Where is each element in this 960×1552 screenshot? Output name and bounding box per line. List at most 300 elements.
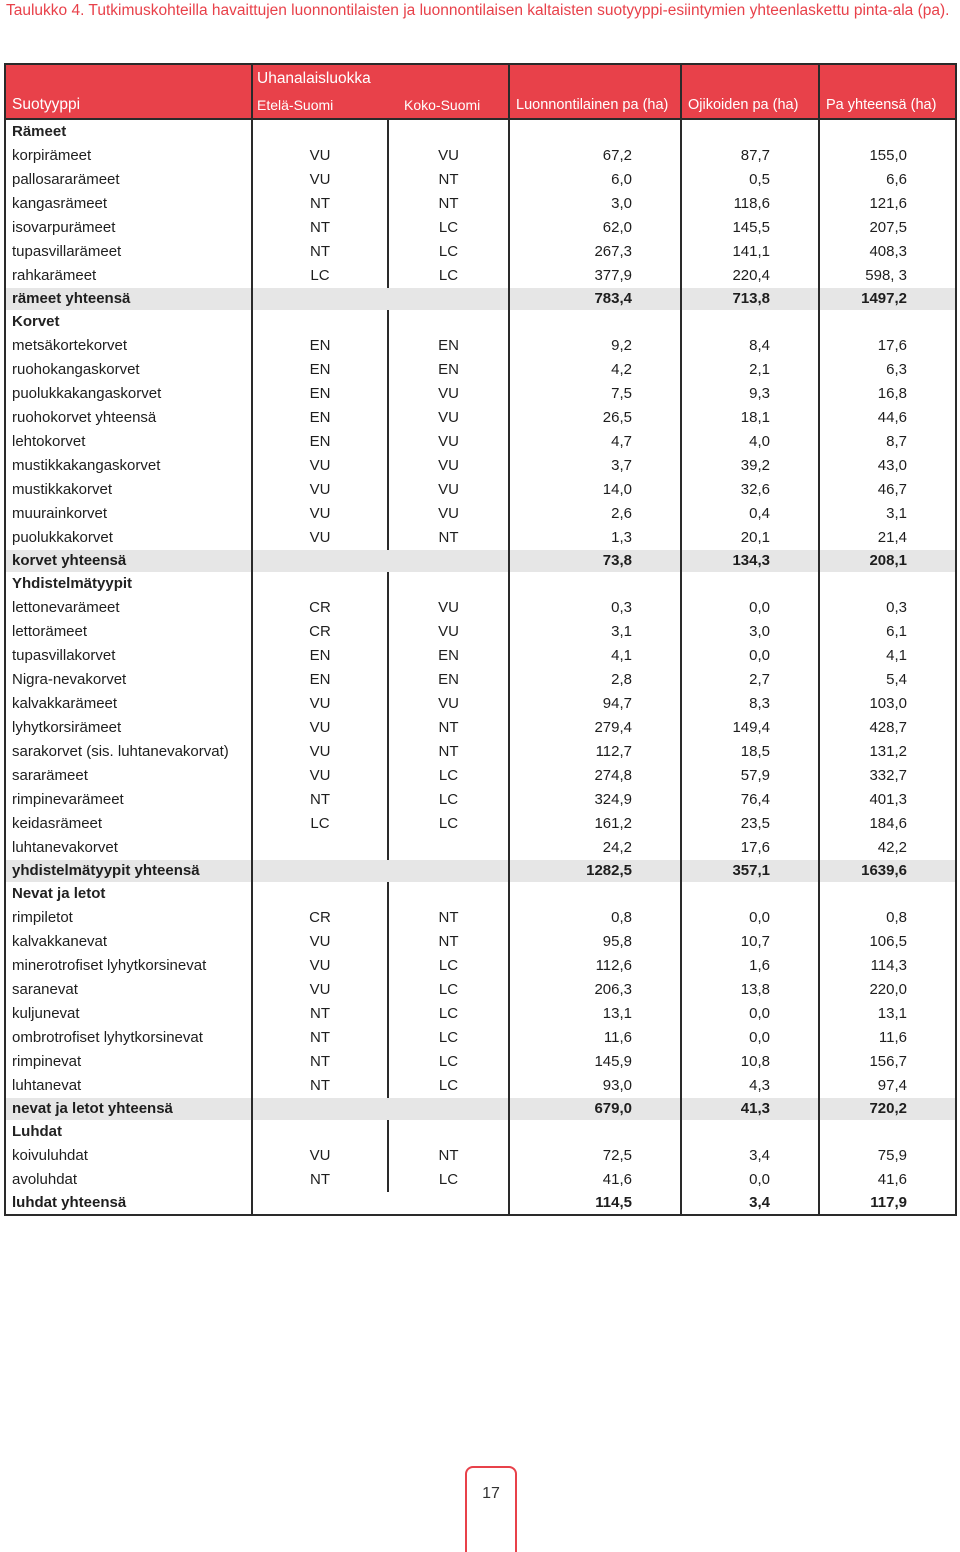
group-title-spacer (253, 310, 387, 334)
etela-suomi-class: VU (309, 147, 331, 164)
column-ojikoiden-value (681, 882, 819, 1098)
yhteensa-value: 97,4 (877, 1077, 907, 1094)
habitat-type: ruohokangaskorvet (12, 361, 140, 378)
koko-suomi-class: LC (438, 243, 459, 260)
header-blank (681, 64, 819, 92)
column-habitat-type (5, 310, 252, 550)
koko-suomi-class: LC (438, 767, 459, 784)
etela-suomi-class: VU (309, 529, 331, 546)
koko-suomi-class: NT (438, 195, 459, 212)
ojikoiden-value: 0,0 (749, 599, 770, 616)
yhteensa-value: 0,3 (886, 599, 907, 616)
koko-suomi-class: NT (438, 529, 459, 546)
ojikoiden-value: 13,8 (740, 981, 770, 998)
total-empty-cell (388, 1192, 509, 1215)
koko-suomi-class: VU (438, 457, 459, 474)
column-yhteensa-value (819, 119, 956, 288)
column-ojikoiden-value (681, 1120, 819, 1192)
etela-suomi-class: VU (309, 743, 331, 760)
yhteensa-value: 44,6 (877, 409, 907, 426)
ojikoiden-value: 8,3 (749, 695, 770, 712)
habitat-type: saranevat (12, 981, 78, 998)
koko-suomi-class: NT (438, 909, 459, 926)
yhteensa-value: 121,6 (869, 195, 907, 212)
total-empty-cell (388, 1098, 509, 1120)
etela-suomi-class: EN (309, 337, 331, 354)
group-title-spacer (820, 882, 955, 906)
ojikoiden-value: 23,5 (740, 815, 770, 832)
total-luonnontilainen-value: 114,5 (509, 1192, 681, 1215)
yhteensa-value: 114,3 (870, 957, 907, 974)
koko-suomi-class: VU (438, 385, 459, 402)
group-block (5, 882, 956, 1098)
table-caption: Taulukko 4. Tutkimuskohteilla havaittujen luonnontilaisten ja luonnontilaisen kaltaisten suotyyppi-esiintymien yhteenlaskettu pinta-ala (pa). (6, 2, 950, 19)
yhteensa-value: 6,6 (886, 171, 907, 188)
etela-suomi-class: VU (309, 767, 331, 784)
luonnontilainen-value: 145,9 (594, 1053, 632, 1070)
column-ojikoiden-value (681, 572, 819, 860)
group-title-spacer (510, 882, 680, 906)
group-total-row (5, 550, 956, 572)
yhteensa-value: 41,6 (877, 1171, 907, 1188)
group-title-spacer (820, 572, 955, 596)
group-title-spacer (389, 572, 508, 596)
luonnontilainen-value: 274,8 (594, 767, 632, 784)
luonnontilainen-value: 1,3 (611, 529, 632, 546)
group-title-spacer (389, 310, 508, 334)
koko-suomi-class: LC (438, 219, 459, 236)
total-ojikoiden-value: 713,8 (681, 288, 819, 310)
etela-suomi-class: LC (310, 267, 330, 284)
ojikoiden-value: 57,9 (740, 767, 770, 784)
group-total-row (5, 1098, 956, 1120)
ojikoiden-value: 0,0 (749, 909, 770, 926)
luonnontilainen-value: 377,9 (594, 267, 632, 284)
luonnontilainen-value: 24,2 (602, 839, 632, 856)
ojikoiden-value: 0,0 (749, 1005, 770, 1022)
etela-suomi-class: CR (309, 599, 331, 616)
yhteensa-value: 184,6 (869, 815, 907, 832)
koko-suomi-class: NT (438, 933, 459, 950)
koko-suomi-class: VU (438, 623, 459, 640)
column-yhteensa-value (819, 572, 956, 860)
koko-suomi-class (389, 836, 508, 860)
etela-suomi-class: NT (310, 1005, 330, 1022)
group-title-spacer (820, 120, 955, 144)
ojikoiden-value: 76,4 (740, 791, 770, 808)
habitat-type: lettorämeet (12, 623, 88, 640)
luonnontilainen-value: 14,0 (602, 481, 632, 498)
ojikoiden-value: 20,1 (740, 529, 770, 546)
yhteensa-value: 8,7 (886, 433, 907, 450)
column-koko-suomi-class (388, 1120, 509, 1192)
ojikoiden-value: 0,0 (749, 647, 770, 664)
koko-suomi-class: VU (438, 599, 459, 616)
column-yhteensa-value (819, 882, 956, 1098)
column-luonnontilainen-value (509, 1120, 681, 1192)
column-habitat-type (5, 119, 252, 288)
habitat-type: rimpiletot (12, 909, 73, 926)
koko-suomi-class: NT (438, 743, 459, 760)
koko-suomi-class: LC (438, 791, 459, 808)
habitat-type: kangasrämeet (12, 195, 108, 212)
group-title-spacer (253, 572, 387, 596)
luonnontilainen-value: 3,7 (611, 457, 632, 474)
header-luonnontilainen: Luonnontilainen pa (ha) (509, 92, 681, 119)
column-etela-suomi-class (252, 1120, 388, 1192)
column-koko-suomi-class (388, 572, 509, 860)
luonnontilainen-value: 2,8 (611, 671, 632, 688)
koko-suomi-class: NT (438, 1147, 459, 1164)
group-title-spacer (510, 120, 680, 144)
ojikoiden-value: 8,4 (749, 337, 770, 354)
etela-suomi-class: EN (309, 671, 331, 688)
yhteensa-value: 46,7 (877, 481, 907, 498)
luonnontilainen-value: 3,0 (611, 195, 632, 212)
ojikoiden-value: 18,5 (740, 743, 770, 760)
yhteensa-value: 155,0 (869, 147, 907, 164)
total-empty-cell (252, 860, 388, 882)
habitat-type: Nigra-nevakorvet (12, 671, 127, 688)
luonnontilainen-value: 112,7 (595, 743, 632, 760)
header-yhteensa: Pa yhteensä (ha) (819, 92, 956, 119)
etela-suomi-class: VU (309, 505, 331, 522)
yhteensa-value: 17,6 (877, 337, 907, 354)
etela-suomi-class: VU (309, 719, 331, 736)
ojikoiden-value: 145,5 (732, 219, 770, 236)
habitat-type: korpirämeet (12, 147, 92, 164)
yhteensa-value: 207,5 (869, 219, 907, 236)
ojikoiden-value: 0,0 (749, 1171, 770, 1188)
etela-suomi-class: CR (309, 909, 331, 926)
koko-suomi-class: LC (438, 957, 459, 974)
koko-suomi-class: VU (438, 481, 459, 498)
koko-suomi-class: LC (438, 1029, 459, 1046)
total-habitat-type: yhdistelmätyypit yhteensä (5, 860, 252, 882)
group-title: Rämeet (12, 123, 67, 140)
habitat-area-table (4, 63, 957, 1216)
group-title-spacer (820, 310, 955, 334)
luonnontilainen-value: 94,7 (602, 695, 632, 712)
ojikoiden-value: 118,6 (733, 195, 770, 212)
yhteensa-value: 598, 3 (865, 267, 907, 284)
habitat-type: kalvakkarämeet (12, 695, 118, 712)
header-suotyyppi: Suotyyppi (5, 92, 252, 119)
etela-suomi-class: NT (310, 1053, 330, 1070)
ojikoiden-value: 4,0 (749, 433, 770, 450)
group-title-spacer (682, 310, 818, 334)
group-block (5, 1120, 956, 1192)
koko-suomi-class: VU (438, 409, 459, 426)
page-number: 17 (465, 1466, 517, 1552)
etela-suomi-class: VU (309, 171, 331, 188)
etela-suomi-class: VU (309, 457, 331, 474)
column-etela-suomi-class (252, 882, 388, 1098)
ojikoiden-value: 18,1 (740, 409, 770, 426)
group-title-spacer (510, 310, 680, 334)
ojikoiden-value: 87,7 (740, 147, 770, 164)
habitat-type: rimpinevat (12, 1053, 82, 1070)
ojikoiden-value: 3,0 (749, 623, 770, 640)
group-title-spacer (510, 1120, 680, 1144)
luonnontilainen-value: 3,1 (611, 623, 632, 640)
habitat-type: keidasrämeet (12, 815, 103, 832)
header-blank (819, 64, 956, 92)
habitat-type: avoluhdat (12, 1171, 78, 1188)
total-ojikoiden-value: 134,3 (681, 550, 819, 572)
total-luonnontilainen-value: 783,4 (509, 288, 681, 310)
luonnontilainen-value: 93,0 (602, 1077, 632, 1094)
total-empty-cell (388, 288, 509, 310)
koko-suomi-class: EN (438, 361, 459, 378)
etela-suomi-class: EN (309, 433, 331, 450)
column-luonnontilainen-value (509, 310, 681, 550)
group-title-spacer (389, 882, 508, 906)
yhteensa-value: 42,2 (877, 839, 907, 856)
luonnontilainen-value: 26,5 (602, 409, 632, 426)
column-habitat-type (5, 882, 252, 1098)
yhteensa-value: 75,9 (877, 1147, 907, 1164)
etela-suomi-class: EN (309, 385, 331, 402)
etela-suomi-class: EN (309, 361, 331, 378)
yhteensa-value: 401,3 (869, 791, 907, 808)
ojikoiden-value: 220,4 (732, 267, 770, 284)
etela-suomi-class (253, 836, 387, 860)
column-habitat-type (5, 572, 252, 860)
group-title-spacer (253, 1120, 387, 1144)
column-ojikoiden-value (681, 119, 819, 288)
yhteensa-value: 3,1 (886, 505, 907, 522)
ojikoiden-value: 0,4 (749, 505, 770, 522)
column-koko-suomi-class (388, 310, 509, 550)
etela-suomi-class: NT (310, 1077, 330, 1094)
habitat-type: isovarpurämeet (12, 219, 116, 236)
yhteensa-value: 106,5 (869, 933, 907, 950)
habitat-type: koivuluhdat (12, 1147, 88, 1164)
luonnontilainen-value: 7,5 (611, 385, 632, 402)
luonnontilainen-value: 161,2 (594, 815, 632, 832)
group-title: Nevat ja letot (12, 885, 106, 902)
luonnontilainen-value: 13,1 (602, 1005, 632, 1022)
habitat-type: luhtanevat (12, 1077, 82, 1094)
koko-suomi-class: LC (438, 1171, 459, 1188)
group-title: Korvet (12, 313, 60, 330)
koko-suomi-class: NT (438, 719, 459, 736)
habitat-type: lettonevarämeet (12, 599, 120, 616)
ojikoiden-value: 4,3 (749, 1077, 770, 1094)
luonnontilainen-value: 62,0 (602, 219, 632, 236)
column-luonnontilainen-value (509, 119, 681, 288)
group-title-spacer (253, 120, 387, 144)
etela-suomi-class: VU (309, 981, 331, 998)
yhteensa-value: 5,4 (886, 671, 907, 688)
column-etela-suomi-class (252, 310, 388, 550)
yhteensa-value: 0,8 (886, 909, 907, 926)
luonnontilainen-value: 4,1 (611, 647, 632, 664)
habitat-type: lyhytkorsirämeet (12, 719, 122, 736)
total-luonnontilainen-value: 1282,5 (509, 860, 681, 882)
luonnontilainen-value: 0,8 (611, 909, 632, 926)
ojikoiden-value: 9,3 (749, 385, 770, 402)
yhteensa-value: 408,3 (869, 243, 907, 260)
yhteensa-value: 428,7 (869, 719, 907, 736)
total-empty-cell (388, 550, 509, 572)
yhteensa-value: 11,6 (878, 1029, 907, 1046)
column-koko-suomi-class (388, 119, 509, 288)
luonnontilainen-value: 0,3 (611, 599, 632, 616)
luonnontilainen-value: 4,7 (611, 433, 632, 450)
total-empty-cell (252, 288, 388, 310)
ojikoiden-value: 141,1 (732, 243, 770, 260)
koko-suomi-class: EN (438, 647, 459, 664)
luonnontilainen-value: 11,6 (603, 1029, 632, 1046)
group-title-spacer (389, 120, 508, 144)
habitat-type: rahkarämeet (12, 267, 97, 284)
yhteensa-value: 16,8 (877, 385, 907, 402)
luonnontilainen-value: 67,2 (602, 147, 632, 164)
etela-suomi-class: VU (309, 695, 331, 712)
header-blank (5, 64, 252, 92)
group-title-spacer (682, 120, 818, 144)
luonnontilainen-value: 2,6 (611, 505, 632, 522)
ojikoiden-value: 32,6 (740, 481, 770, 498)
etela-suomi-class: NT (310, 219, 330, 236)
total-empty-cell (252, 1192, 388, 1215)
luonnontilainen-value: 112,6 (595, 957, 632, 974)
group-title-spacer (253, 882, 387, 906)
habitat-type: rimpinevarämeet (12, 791, 124, 808)
habitat-type: tupasvillakorvet (12, 647, 116, 664)
etela-suomi-class: EN (309, 647, 331, 664)
group-title-spacer (389, 1120, 508, 1144)
ojikoiden-value: 3,4 (749, 1147, 770, 1164)
habitat-type: lehtokorvet (12, 433, 86, 450)
column-habitat-type (5, 1120, 252, 1192)
ojikoiden-value: 0,5 (749, 171, 770, 188)
header-blank (509, 64, 681, 92)
ojikoiden-value: 10,8 (740, 1053, 770, 1070)
etela-suomi-class: NT (310, 243, 330, 260)
koko-suomi-class: LC (438, 981, 459, 998)
yhteensa-value: 4,1 (886, 647, 907, 664)
yhteensa-value: 13,1 (877, 1005, 907, 1022)
group-title-spacer (682, 882, 818, 906)
total-habitat-type: rämeet yhteensä (5, 288, 252, 310)
total-habitat-type: nevat ja letot yhteensä (5, 1098, 252, 1120)
total-empty-cell (388, 860, 509, 882)
total-yhteensa-value: 208,1 (819, 550, 956, 572)
etela-suomi-class: NT (310, 1171, 330, 1188)
group-title-spacer (682, 1120, 818, 1144)
column-etela-suomi-class (252, 572, 388, 860)
habitat-type: puolukkakorvet (12, 529, 113, 546)
group-title: Yhdistelmätyypit (12, 575, 133, 592)
habitat-type: tupasvillarämeet (12, 243, 122, 260)
total-luonnontilainen-value: 679,0 (509, 1098, 681, 1120)
total-empty-cell (252, 1098, 388, 1120)
total-ojikoiden-value: 3,4 (681, 1192, 819, 1215)
total-empty-cell (252, 550, 388, 572)
koko-suomi-class: LC (438, 1077, 459, 1094)
koko-suomi-class: VU (438, 433, 459, 450)
koko-suomi-class: NT (438, 171, 459, 188)
luonnontilainen-value: 6,0 (611, 171, 632, 188)
header-uhanalaisluokka: Uhanalaisluokka (252, 64, 509, 92)
habitat-type: muurainkorvet (12, 505, 108, 522)
column-yhteensa-value (819, 1120, 956, 1192)
yhteensa-value: 6,1 (886, 623, 907, 640)
total-yhteensa-value: 117,9 (819, 1192, 956, 1215)
habitat-type: kuljunevat (12, 1005, 80, 1022)
habitat-type: ombrotrofiset lyhytkorsinevat (12, 1029, 203, 1046)
habitat-type: sararämeet (12, 767, 88, 784)
ojikoiden-value: 2,1 (749, 361, 770, 378)
column-yhteensa-value (819, 310, 956, 550)
total-yhteensa-value: 1639,6 (819, 860, 956, 882)
ojikoiden-value: 0,0 (749, 1029, 770, 1046)
luonnontilainen-value: 95,8 (602, 933, 632, 950)
column-etela-suomi-class (252, 119, 388, 288)
group-title-spacer (682, 572, 818, 596)
yhteensa-value: 6,3 (886, 361, 907, 378)
koko-suomi-class: VU (438, 505, 459, 522)
koko-suomi-class: LC (438, 1005, 459, 1022)
etela-suomi-class: VU (309, 481, 331, 498)
header-ojikoiden: Ojikoiden pa (ha) (681, 92, 819, 119)
ojikoiden-value: 2,7 (749, 671, 770, 688)
etela-suomi-class: NT (310, 195, 330, 212)
luonnontilainen-value: 72,5 (602, 1147, 632, 1164)
total-habitat-type: luhdat yhteensä (5, 1192, 252, 1215)
column-ojikoiden-value (681, 310, 819, 550)
habitat-type: kalvakkanevat (12, 933, 108, 950)
group-title-spacer (510, 572, 680, 596)
luonnontilainen-value: 4,2 (611, 361, 632, 378)
luonnontilainen-value: 267,3 (594, 243, 632, 260)
yhteensa-value: 220,0 (869, 981, 907, 998)
koko-suomi-class: EN (438, 337, 459, 354)
koko-suomi-class: VU (438, 147, 459, 164)
etela-suomi-class: NT (310, 791, 330, 808)
habitat-type: puolukkakangaskorvet (12, 385, 162, 402)
group-total-row (5, 860, 956, 882)
column-luonnontilainen-value (509, 572, 681, 860)
header-etela-suomi: Etelä-Suomi (252, 92, 388, 119)
etela-suomi-class: EN (309, 409, 331, 426)
group-block (5, 310, 956, 550)
yhteensa-value: 103,0 (869, 695, 907, 712)
ojikoiden-value: 39,2 (740, 457, 770, 474)
column-luonnontilainen-value (509, 882, 681, 1098)
etela-suomi-class: VU (309, 933, 331, 950)
habitat-type: metsäkortekorvet (12, 337, 128, 354)
luonnontilainen-value: 324,9 (594, 791, 632, 808)
group-total-row (5, 1192, 956, 1215)
koko-suomi-class: LC (438, 267, 459, 284)
group-total-row (5, 288, 956, 310)
luonnontilainen-value: 9,2 (611, 337, 632, 354)
koko-suomi-class: VU (438, 695, 459, 712)
etela-suomi-class: VU (309, 957, 331, 974)
luonnontilainen-value: 41,6 (602, 1171, 632, 1188)
group-title: Luhdat (12, 1123, 62, 1140)
habitat-type: ruohokorvet yhteensä (12, 409, 157, 426)
etela-suomi-class: LC (310, 815, 330, 832)
habitat-type: luhtanevakorvet (12, 839, 118, 856)
total-luonnontilainen-value: 73,8 (509, 550, 681, 572)
header-koko-suomi: Koko-Suomi (388, 92, 509, 119)
group-block (5, 119, 956, 288)
